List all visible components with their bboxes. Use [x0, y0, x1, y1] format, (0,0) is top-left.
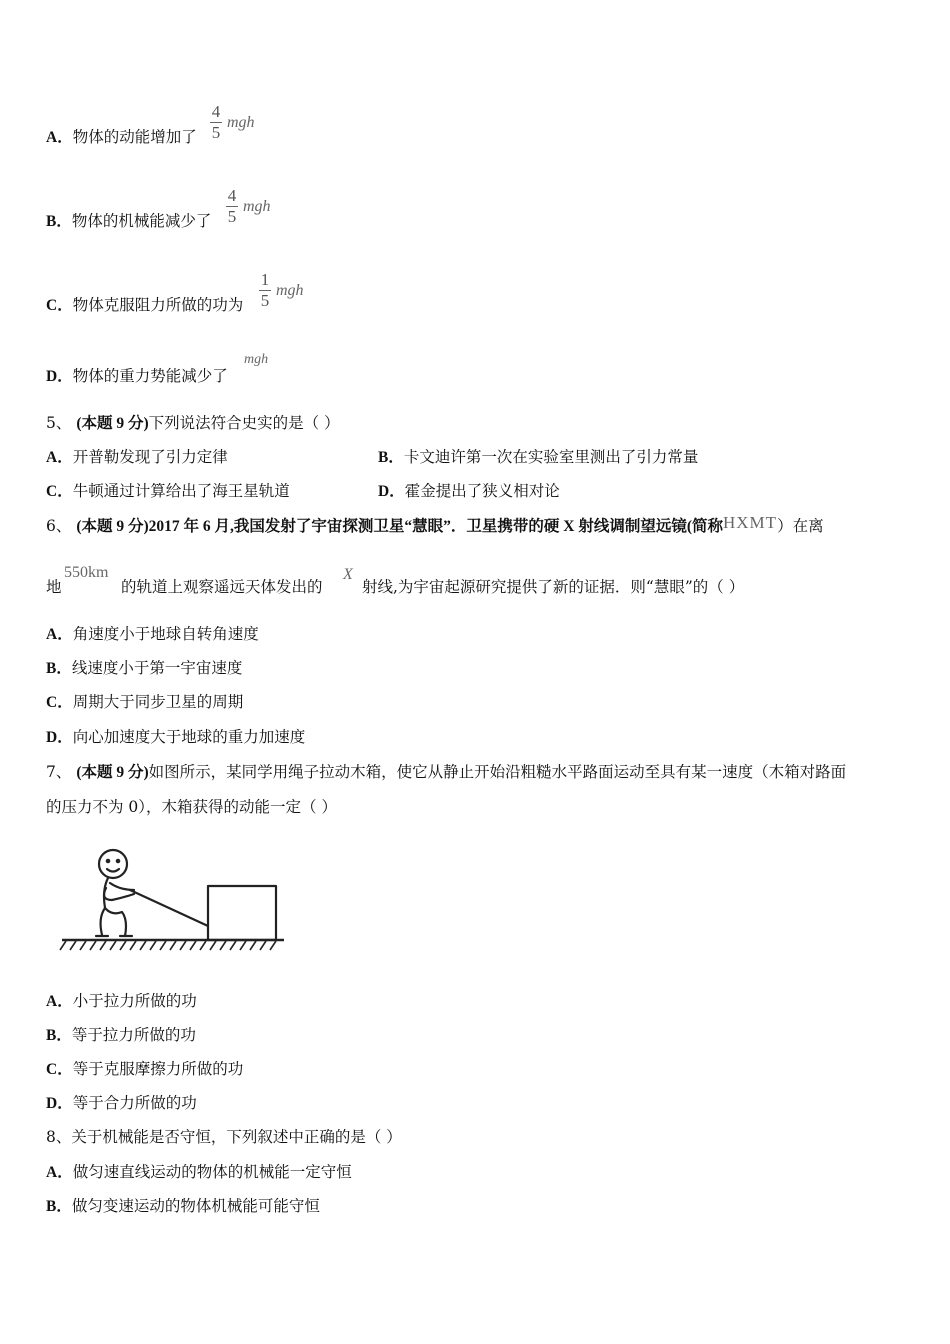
option-text: 物体的机械能减少了 [71, 212, 212, 230]
question-number: 8、 [46, 1128, 72, 1146]
q5-stem [46, 413, 340, 434]
distance-550km: 550km [64, 564, 109, 581]
q6-stem-line2-mid: 的轨道上观察遥远天体发出的 [121, 578, 323, 596]
q7-option-b: B．等于拉力所做的功 [46, 1026, 196, 1044]
abbr-hxmt: HXMT [723, 513, 778, 532]
q5-option-d: D．霍金提出了狭义相对论 [378, 482, 560, 500]
option-text: 物体克服阻力所做的功为 [72, 296, 244, 314]
question-text: 2017 年 6 月,我国发射了宇宙探测卫星“慧眼”．卫星携带的硬 X 射线调制望远镜(简称 [148, 518, 723, 535]
question-number: 5、 [46, 414, 72, 432]
math-mgh: mgh [227, 114, 255, 131]
question-number: 6、 [46, 517, 72, 535]
q6-option-c: C．周期大于同步卫星的周期 [46, 693, 244, 711]
figure-person-pulling-box [50, 838, 290, 968]
q6-stem-line1: 6、 (本题 9 分)2017 年 6 月,我国发射了宇宙探测卫星“慧眼”．卫星携带的硬 X 射线调制望远镜(简称HXMT）在离 [46, 513, 824, 535]
q6-stem-line2-end: 射线,为宇宙起源研究提供了新的证据．则“慧眼”的（ ） [362, 578, 745, 596]
q7-stem-line1 [46, 762, 846, 783]
ground-hatching [60, 941, 276, 950]
rope [130, 890, 208, 926]
option-label: B． [46, 213, 72, 230]
q8-stem [46, 1127, 402, 1147]
question-number: 7、 [46, 763, 72, 781]
q8-option-a: A．做匀速直线运动的物体的机械能一定守恒 [46, 1163, 352, 1181]
box [208, 886, 276, 940]
q4-option-a [46, 127, 197, 148]
q5-option-c: C．牛顿通过计算给出了海王星轨道 [46, 482, 290, 500]
question-text: 如图所示，某同学用绳子拉动木箱，使它从静止开始沿粗糙水平路面运动至具有某一速度（木箱对路面 [148, 763, 847, 781]
math-mgh: mgh [243, 198, 271, 215]
q5-option-b: B．卡文迪许第一次在实验室里测出了引力常量 [378, 448, 699, 466]
math-x: X [343, 566, 353, 583]
question-points: (本题 9 分) [76, 764, 149, 781]
q7-stem-line2: 的压力不为 0），木箱获得的动能一定（ ） [46, 798, 337, 816]
option-label: D． [46, 368, 73, 385]
fraction-one-fifth: 1 5 [260, 270, 270, 310]
question-points: (本题 9 分) [76, 415, 149, 432]
question-text: 下列说法符合史实的是（ ） [148, 414, 340, 432]
q6-stem-line2: 地 [46, 578, 62, 596]
question-points: (本题 9 分) [76, 518, 149, 535]
fraction-four-fifths: 4 5 [227, 186, 237, 226]
q4-option-b [46, 211, 211, 232]
math-mgh: mgh [244, 352, 269, 367]
math-mgh: mgh [276, 282, 304, 299]
option-text: 物体的重力势能减少了 [72, 367, 228, 385]
option-text: 物体的动能增加了 [72, 128, 197, 146]
fraction-four-fifths: 4 5 [211, 102, 221, 142]
q7-option-c: C．等于克服摩擦力所做的功 [46, 1060, 244, 1078]
head-circle [99, 850, 127, 878]
q4-option-c [46, 295, 243, 316]
q8-option-b: B．做匀变速运动的物体机械能可能守恒 [46, 1197, 320, 1215]
q6-option-a: A．角速度小于地球自转角速度 [46, 625, 259, 643]
q7-option-d: D．等于合力所做的功 [46, 1094, 197, 1112]
question-text: 关于机械能是否守恒，下列叙述中正确的是（ ） [71, 1128, 402, 1146]
q5-option-a: A．开普勒发现了引力定律 [46, 448, 228, 466]
q6-option-d: D．向心加速度大于地球的重力加速度 [46, 728, 306, 746]
q6-option-b: B．线速度小于第一宇宙速度 [46, 659, 243, 677]
option-label: C． [46, 297, 73, 314]
q4-option-d [46, 366, 228, 387]
q7-option-a: A．小于拉力所做的功 [46, 992, 197, 1010]
option-label: A． [46, 129, 73, 146]
